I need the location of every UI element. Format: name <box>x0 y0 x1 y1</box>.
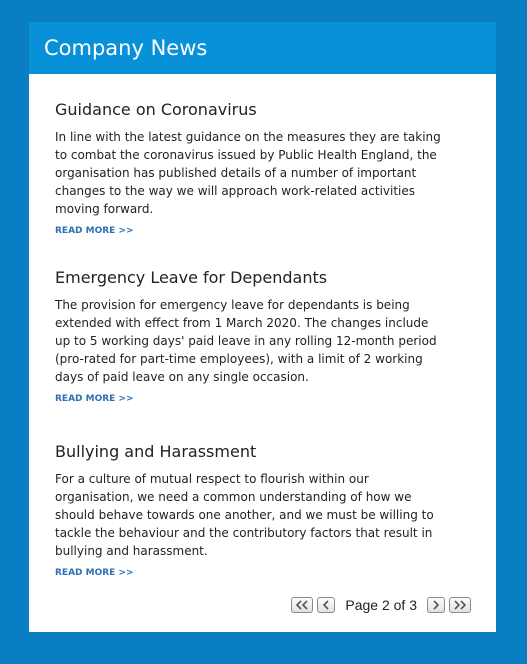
article-body: In line with the latest guidance on the measures they are taking to combat the coronavirus issued by Public Health England, the organisation has published details of a number of important changes to the way we will approach work-related activities moving forward. <box>55 130 441 216</box>
read-more-link[interactable]: READ MORE >> <box>55 226 134 236</box>
prev-page-button[interactable] <box>317 597 335 613</box>
chevron-left-icon <box>322 600 330 610</box>
read-more-link[interactable]: READ MORE >> <box>55 394 134 404</box>
article-body: For a culture of mutual respect to flourish within our organisation, we need a common understanding of how we should behave towards one another, and we must be willing to tackle the behaviour and the contributory factors that result in bullying and harassment. <box>55 472 434 558</box>
panel-header <box>29 22 496 74</box>
article-body: The provision for emergency leave for dependants is being extended with effect from 1 March 2020. The changes include up to 5 working days' paid leave in any rolling 12-month period (pro-rated for part-time employees), with a limit of 2 working days of paid leave on any single occasion. <box>55 298 437 384</box>
article-title: Guidance on Coronavirus <box>55 100 257 119</box>
page-indicator: Page 2 of 3 <box>345 597 417 613</box>
next-page-button[interactable] <box>427 597 445 613</box>
company-news-panel <box>29 22 496 632</box>
panel-title: Company News <box>44 36 208 60</box>
news-article <box>55 268 455 405</box>
news-article <box>55 442 455 579</box>
chevron-right-icon <box>432 600 440 610</box>
news-article <box>55 100 455 237</box>
article-title: Bullying and Harassment <box>55 442 257 461</box>
last-page-button[interactable] <box>449 597 471 613</box>
article-title: Emergency Leave for Dependants <box>55 268 328 287</box>
first-page-button[interactable] <box>291 597 313 613</box>
pagination <box>291 597 471 613</box>
double-chevron-left-icon <box>295 600 309 610</box>
read-more-link[interactable]: READ MORE >> <box>55 568 134 578</box>
double-chevron-right-icon <box>453 600 467 610</box>
